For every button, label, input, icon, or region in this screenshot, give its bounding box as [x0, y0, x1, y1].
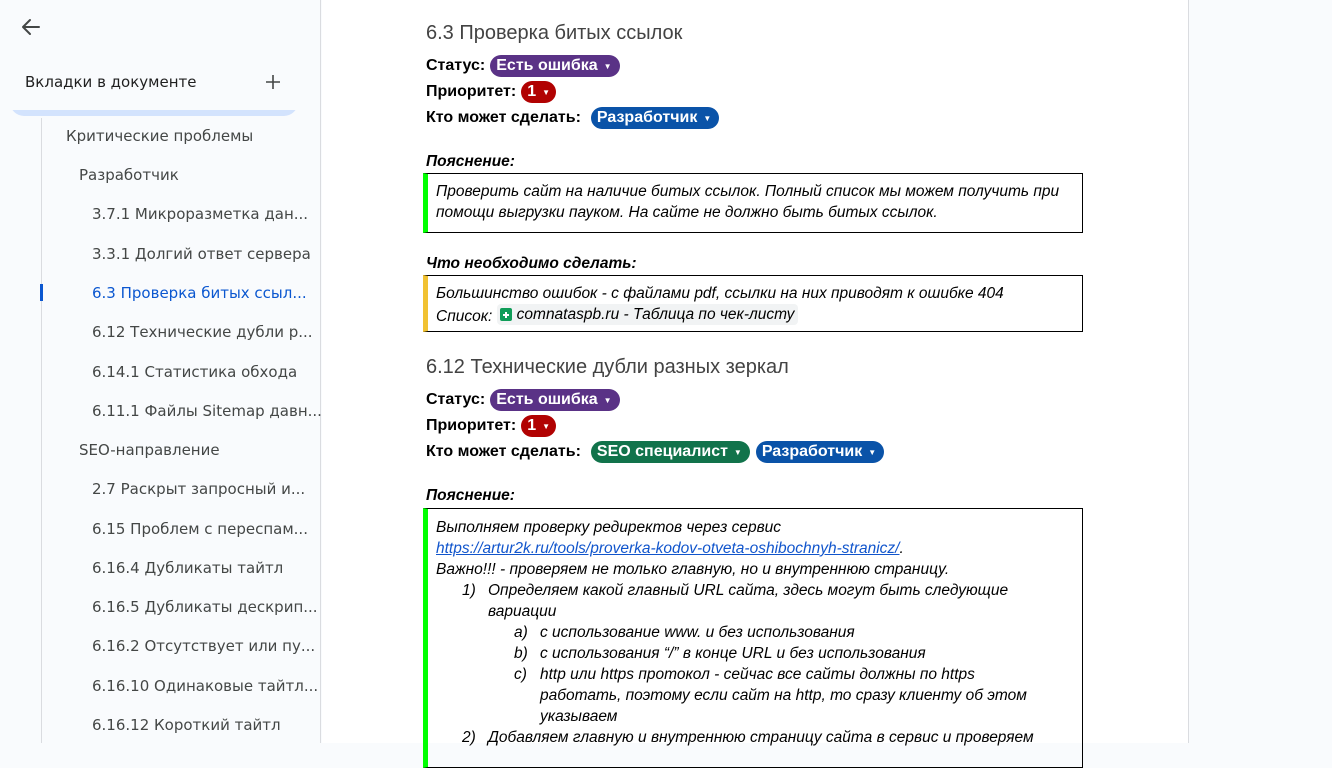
- priority-chip-label: 1: [527, 417, 537, 434]
- list-item: [436, 727, 1074, 748]
- file-smart-chip[interactable]: [497, 304, 799, 325]
- section-heading-6-12[interactable]: 6.12 Технические дубли разных зеркал: [426, 356, 789, 378]
- sidebar-item-3-7-1[interactable]: 3.7.1 Микроразметка дан...: [92, 205, 309, 223]
- seo-specialist-chip[interactable]: [591, 441, 750, 463]
- list-text: Определяем какой главный URL сайта, здесь могут быть следующие вариации: [488, 582, 1009, 620]
- list-letter: c): [514, 666, 527, 683]
- sidebar-item-seo[interactable]: SEO-направление: [79, 441, 220, 459]
- status-label: Статус:: [426, 391, 486, 408]
- list-number: 2): [462, 729, 476, 746]
- list-item: [436, 622, 1074, 643]
- list-letter: a): [514, 624, 528, 641]
- sidebar-title: Вкладки в документе: [25, 73, 197, 91]
- sidebar-item-6-12[interactable]: 6.12 Технические дубли р...: [92, 323, 313, 341]
- caret-down-icon: ▼: [733, 447, 742, 457]
- status-chip-label: Есть ошибка: [496, 391, 598, 408]
- expl-important: Важно!!! - проверяем не только главную, но и внутреннюю страницу.: [436, 561, 950, 578]
- status-label: Статус:: [426, 57, 486, 74]
- main-tab-indicator: [10, 96, 298, 116]
- back-button[interactable]: [16, 12, 46, 42]
- priority-row: [426, 415, 562, 437]
- file-chip-label: comnataspb.ru - Таблица по чек-листу: [516, 306, 795, 323]
- developer-chip-label: Разработчик: [596, 109, 698, 126]
- list-item: [436, 580, 1074, 622]
- sidebar-item-6-15[interactable]: 6.15 Проблем с переспам...: [92, 520, 308, 538]
- sidebar-item-2-7[interactable]: 2.7 Раскрыт запросный и...: [92, 480, 306, 498]
- expl-link-line: [436, 538, 1074, 559]
- service-link[interactable]: https://artur2k.ru/tools/proverka-kodov-otveta-oshibochnyh-stranicz/: [436, 540, 900, 557]
- sidebar-item-6-16-12[interactable]: 6.16.12 Короткий тайтл: [92, 716, 281, 734]
- add-tab-button[interactable]: [261, 70, 285, 94]
- sidebar-item-6-16-2[interactable]: 6.16.2 Отсутствует или пу...: [92, 637, 316, 655]
- developer-chip[interactable]: [756, 441, 884, 463]
- status-chip[interactable]: [490, 55, 619, 77]
- status-chip[interactable]: [490, 389, 619, 411]
- who-row: [426, 107, 725, 129]
- explanation-box[interactable]: [423, 173, 1083, 233]
- document-tabs-sidebar: [0, 0, 321, 743]
- sidebar-item-6-14-1[interactable]: 6.14.1 Статистика обхода: [92, 363, 298, 381]
- tree-guide-line: [41, 118, 42, 743]
- todo-text: Большинство ошибок - с файлами pdf, ссылки на них приводят к ошибке 404: [436, 285, 1004, 302]
- list-letter: b): [514, 645, 528, 662]
- priority-chip-label: 1: [527, 83, 537, 100]
- priority-label: Приоритет:: [426, 417, 517, 434]
- who-label: Кто может сделать:: [426, 109, 581, 126]
- caret-down-icon: ▼: [868, 447, 877, 457]
- sidebar-item-6-16-5[interactable]: 6.16.5 Дубликаты дескрип...: [92, 598, 318, 616]
- todo-heading: Что необходимо сделать:: [426, 255, 637, 272]
- seo-chip-label: SEO специалист: [596, 443, 728, 460]
- who-label: Кто может сделать:: [426, 443, 581, 460]
- sidebar-item-6-3[interactable]: 6.3 Проверка битых ссыл...: [92, 284, 307, 302]
- sidebar-item-3-3-1[interactable]: 3.3.1 Долгий ответ сервера: [92, 245, 311, 263]
- sidebar-item-6-16-4[interactable]: 6.16.4 Дубликаты тайтл: [92, 559, 284, 577]
- caret-down-icon: ▼: [542, 421, 551, 431]
- sidebar-item-6-16-10[interactable]: 6.16.10 Одинаковые тайтл...: [92, 677, 319, 695]
- list-text: с использование www. и без использования: [540, 624, 855, 641]
- priority-label: Приоритет:: [426, 83, 517, 100]
- sidebar-item-developer[interactable]: Разработчик: [79, 166, 179, 184]
- sidebar-item-6-11-1[interactable]: 6.11.1 Файлы Sitemap давн...: [92, 402, 322, 420]
- status-chip-label: Есть ошибка: [496, 57, 598, 74]
- developer-chip-label: Разработчик: [761, 443, 863, 460]
- caret-down-icon: ▼: [603, 395, 612, 405]
- priority-row: [426, 81, 562, 103]
- list-text: с использования “/” в конце URL и без использования: [540, 645, 926, 662]
- google-sheets-icon: [500, 308, 512, 321]
- priority-chip[interactable]: [521, 415, 556, 437]
- plus-icon: [266, 75, 280, 89]
- caret-down-icon: ▼: [542, 87, 551, 97]
- caret-down-icon: ▼: [603, 61, 612, 71]
- todo-box[interactable]: [423, 275, 1083, 332]
- active-tab-marker: [40, 284, 43, 301]
- expl-line: Выполняем проверку редиректов через сервис: [436, 519, 782, 536]
- explanation-heading: Пояснение:: [426, 153, 515, 170]
- list-text: http или https протокол - сейчас все сайты должны по https работать, поэтому если сайт на http, то сразу клиенту об этом указываем: [540, 666, 1027, 725]
- arrow-left-icon: [21, 17, 41, 37]
- priority-chip[interactable]: [521, 81, 556, 103]
- developer-chip[interactable]: [591, 107, 719, 129]
- caret-down-icon: ▼: [703, 113, 712, 123]
- who-row: [426, 441, 890, 463]
- explanation-heading: Пояснение:: [426, 487, 515, 504]
- status-row: [426, 389, 626, 411]
- status-row: [426, 55, 626, 77]
- todo-list-label: Список:: [436, 308, 493, 325]
- list-number: 1): [462, 582, 476, 599]
- sidebar-item-critical-problems[interactable]: Критические проблемы: [66, 127, 254, 145]
- link-suffix: .: [899, 540, 904, 557]
- explanation-box-2[interactable]: [423, 508, 1083, 768]
- list-text: Добавляем главную и внутреннюю страницу сайта в сервис и проверяем: [488, 729, 1034, 746]
- todo-list-line: [436, 304, 1074, 327]
- document-page: [322, 0, 1189, 746]
- list-item: [436, 643, 1074, 664]
- sidebar-header: [25, 70, 285, 94]
- section-heading-6-3[interactable]: 6.3 Проверка битых ссылок: [426, 22, 683, 44]
- list-item: [436, 664, 1074, 727]
- explanation-text: Проверить сайт на наличие битых ссылок. Полный список мы можем получить при помощи выгрузки пауком. На сайте не должно быть битых ссылок.: [436, 183, 1060, 221]
